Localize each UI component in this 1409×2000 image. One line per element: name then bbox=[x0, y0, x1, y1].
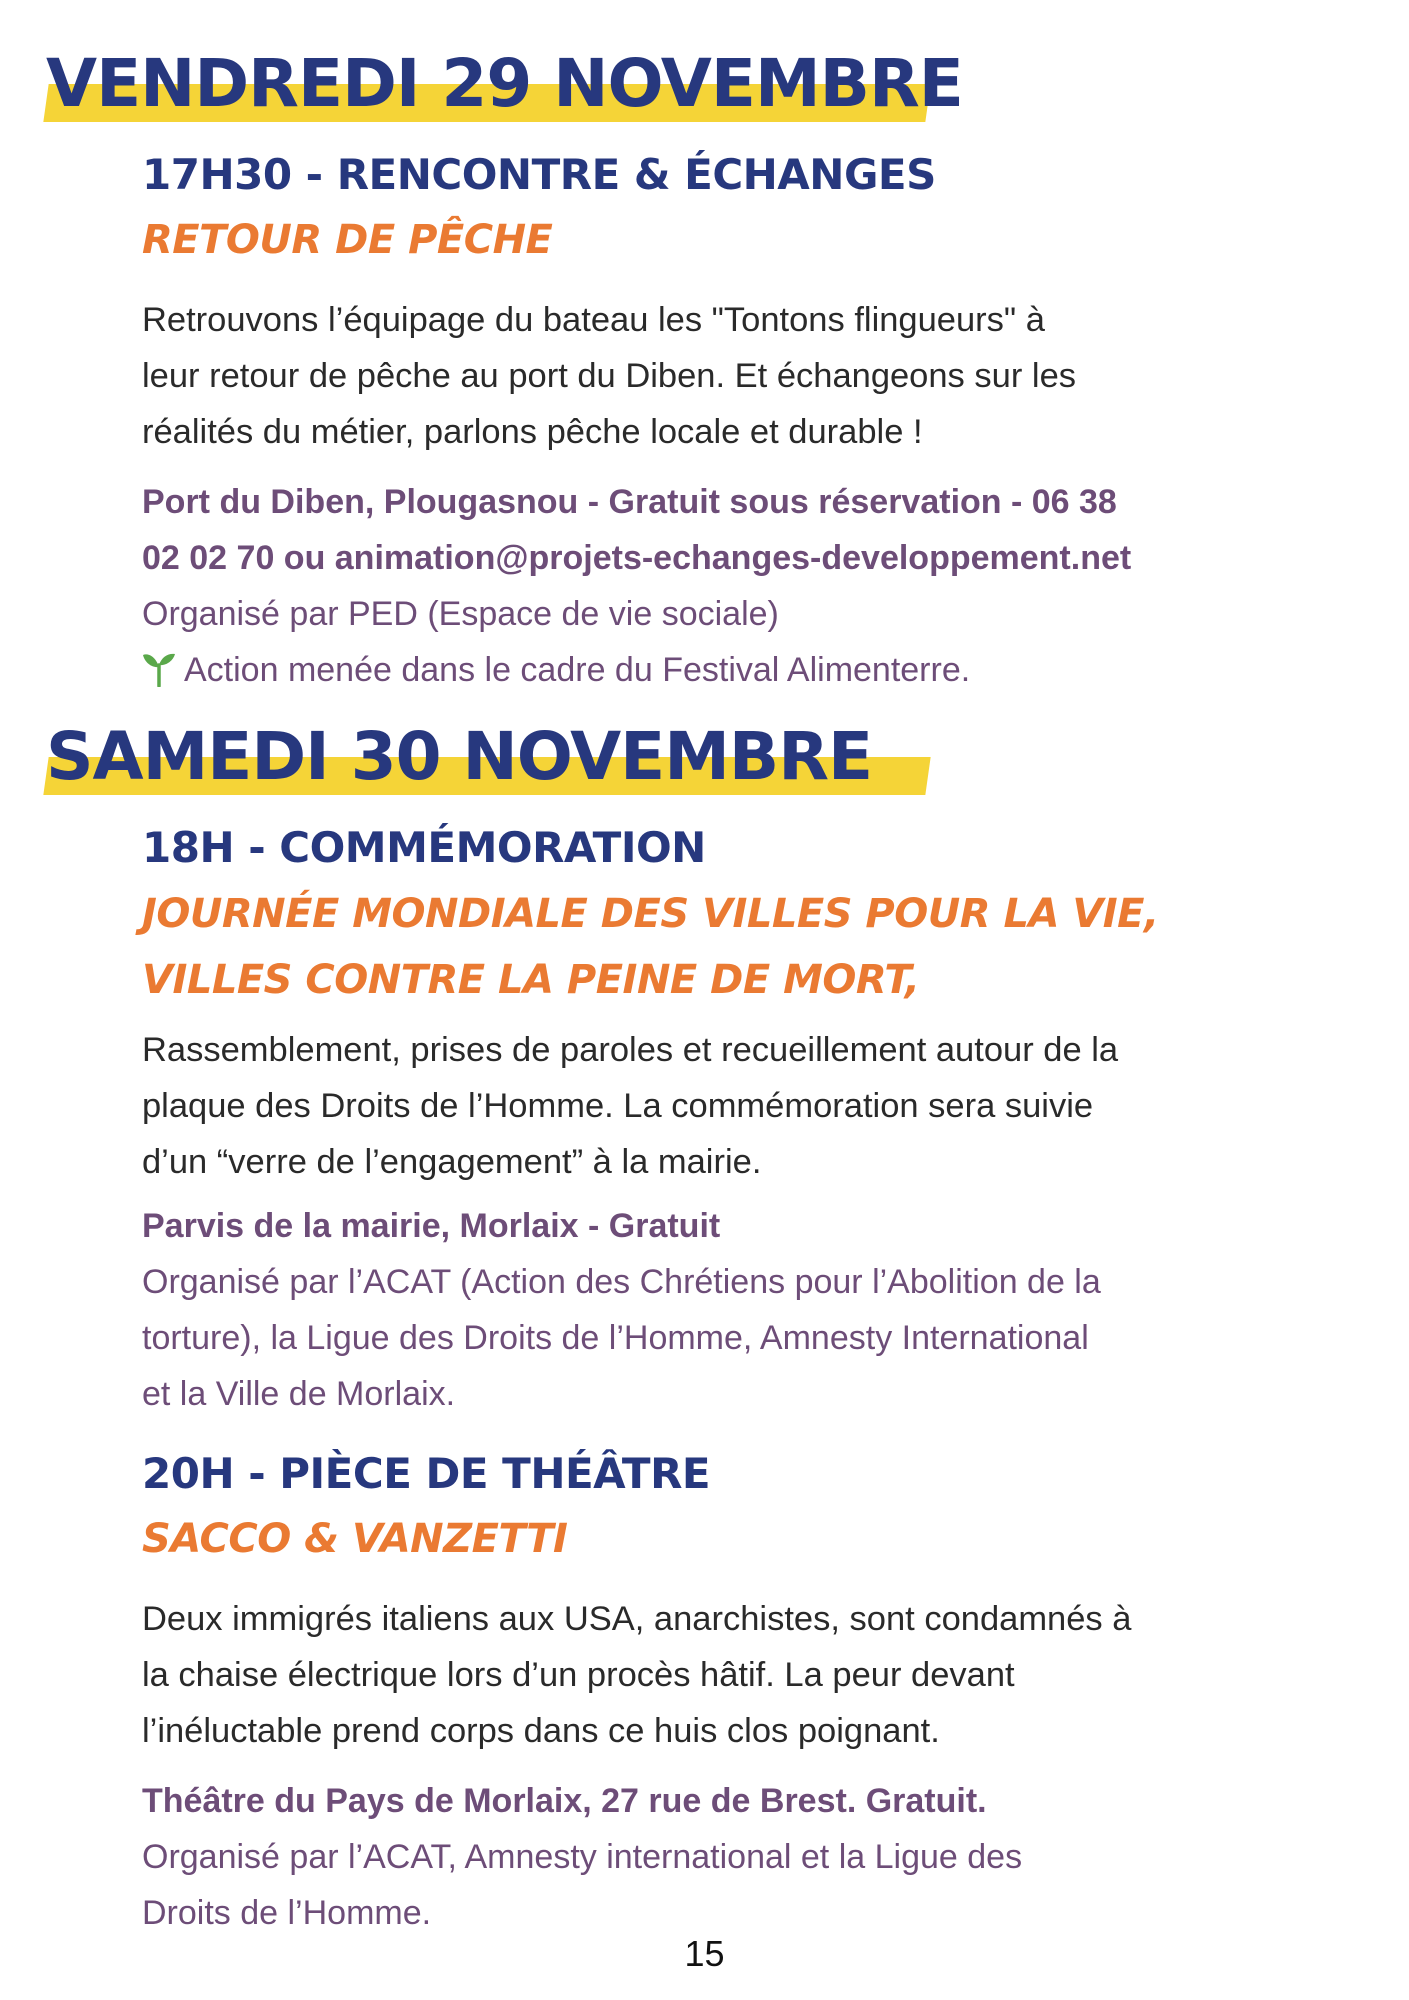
description-line: réalités du métier, parlons pêche locale et durable ! bbox=[142, 413, 923, 451]
day-heading-text: SAMEDI 30 NOVEMBRE bbox=[46, 718, 873, 795]
note-text: Action menée dans le cadre du Festival Alimenterre. bbox=[184, 651, 971, 689]
event-organizer bbox=[142, 1829, 1022, 1941]
event-title-line: JOURNÉE MONDIALE DES VILLES POUR LA VIE, bbox=[142, 891, 1159, 937]
event-organizer bbox=[142, 586, 779, 642]
event-title bbox=[142, 881, 1159, 1013]
description-line: la chaise électrique lors d’un procès hâtif. La peur devant bbox=[142, 1656, 1015, 1694]
page-number: 15 bbox=[684, 1933, 725, 1974]
location-line: Port du Diben, Plougasnou - Gratuit sous réservation - 06 38 bbox=[142, 483, 1117, 521]
day-heading-saturday bbox=[46, 717, 872, 807]
description-line: plaque des Droits de l’Homme. La commémoration sera suivie bbox=[142, 1087, 1094, 1125]
organizer-line: Organisé par l’ACAT, Amnesty international et la Ligue des bbox=[142, 1838, 1023, 1876]
day-heading-text: VENDREDI 29 NOVEMBRE bbox=[46, 45, 963, 122]
event-description bbox=[142, 1591, 1131, 1759]
event-description bbox=[142, 292, 1076, 460]
event-description bbox=[142, 1022, 1118, 1190]
organizer-line: Organisé par l’ACAT (Action des Chrétiens pour l’Abolition de la bbox=[142, 1263, 1101, 1301]
event-location bbox=[142, 1198, 720, 1254]
event-title: RETOUR DE PÊCHE bbox=[142, 217, 553, 263]
location-line: Parvis de la mairie, Morlaix - Gratuit bbox=[142, 1207, 721, 1245]
day-heading-friday bbox=[46, 44, 963, 134]
event-note bbox=[142, 642, 970, 698]
event-title-line: VILLES CONTRE LA PEINE DE MORT, bbox=[142, 957, 920, 1003]
description-line: Rassemblement, prises de paroles et recueillement autour de la bbox=[142, 1031, 1119, 1069]
location-line: Théâtre du Pays de Morlaix, 27 rue de Brest. Gratuit. bbox=[142, 1782, 987, 1820]
event-time-type: 17H30 - RENCONTRE & ÉCHANGES bbox=[142, 150, 936, 199]
event-time-type: 18H - COMMÉMORATION bbox=[142, 823, 706, 872]
sprout-icon bbox=[142, 651, 184, 689]
event-organizer bbox=[142, 1254, 1101, 1422]
location-line: 02 02 70 ou animation@projets-echanges-developpement.net bbox=[142, 539, 1132, 577]
event-title: SACCO & VANZETTI bbox=[142, 1516, 568, 1562]
description-line: d’un “verre de l’engagement” à la mairie. bbox=[142, 1143, 762, 1181]
description-line: l’inéluctable prend corps dans ce huis clos poignant. bbox=[142, 1712, 940, 1750]
event-location bbox=[142, 474, 1131, 586]
organizer-line: et la Ville de Morlaix. bbox=[142, 1375, 456, 1413]
organizer-line: Droits de l’Homme. bbox=[142, 1894, 432, 1932]
description-line: Retrouvons l’équipage du bateau les "Tontons flingueurs" à bbox=[142, 301, 1045, 339]
organizer-line: Organisé par PED (Espace de vie sociale) bbox=[142, 595, 779, 633]
event-location bbox=[142, 1773, 987, 1829]
event-time-type: 20H - PIÈCE DE THÉÂTRE bbox=[142, 1449, 711, 1498]
description-line: leur retour de pêche au port du Diben. Et échangeons sur les bbox=[142, 357, 1077, 395]
description-line: Deux immigrés italiens aux USA, anarchistes, sont condamnés à bbox=[142, 1600, 1132, 1638]
organizer-line: torture), la Ligue des Droits de l’Homme, Amnesty International bbox=[142, 1319, 1089, 1357]
